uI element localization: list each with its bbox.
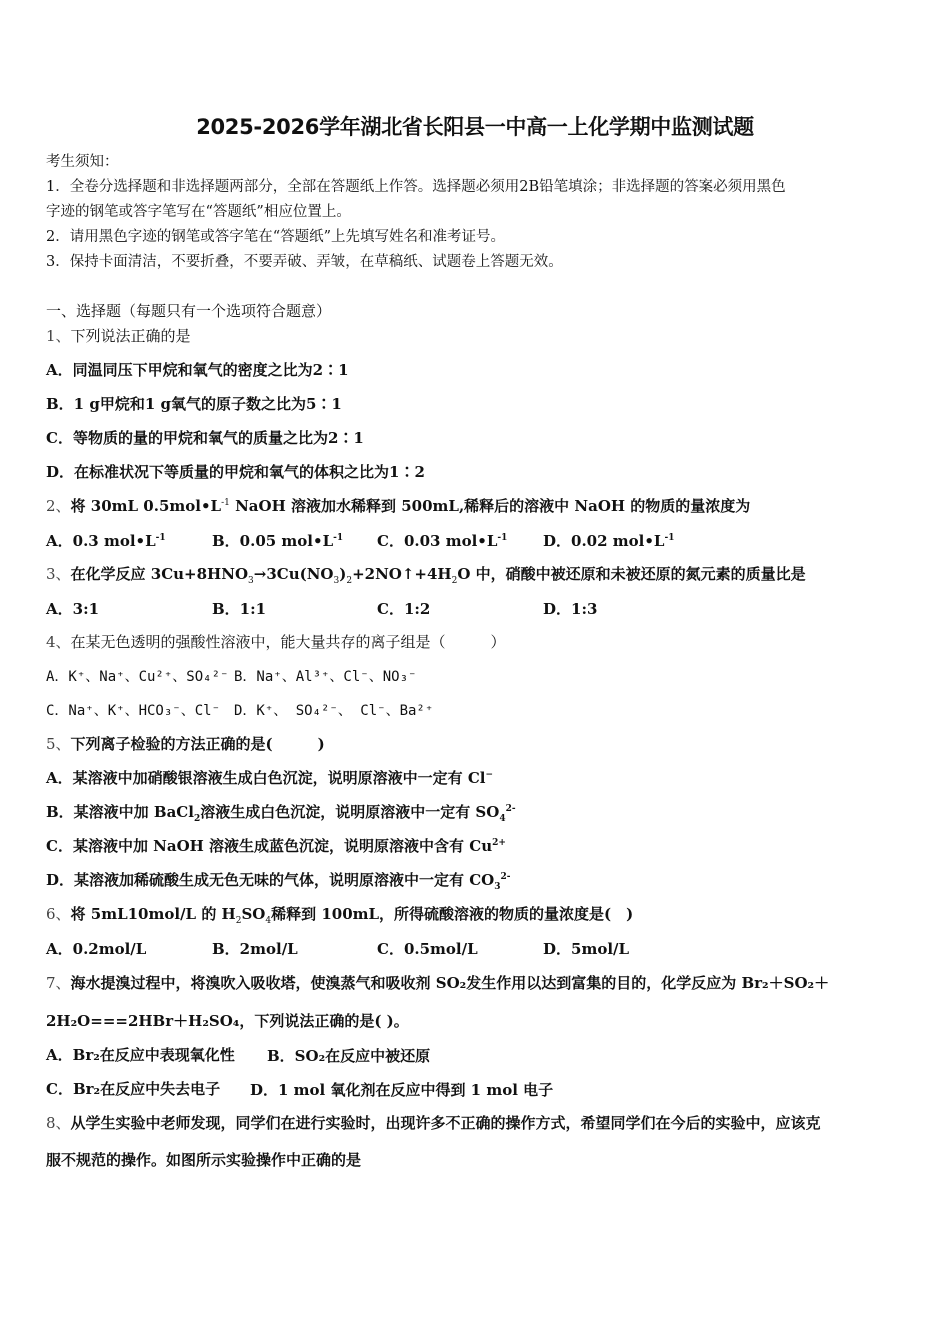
q3-option-c: C．1:2 xyxy=(377,600,431,618)
q4-option-a: A．K⁺、Na⁺、Cu²⁺、SO₄²⁻ xyxy=(46,669,229,685)
notice-item: 3．保持卡面清洁，不要折叠，不要弄破、弄皱，在草稿纸、试题卷上答题无效。 xyxy=(46,254,563,270)
q1-option-d: D．在标准状况下等质量的甲烷和氧气的体积之比为1∶2 xyxy=(46,463,425,481)
q6-option-c: C．0.5mol/L xyxy=(377,940,478,958)
q1-option-a: A．同温同压下甲烷和氧气的密度之比为2∶1 xyxy=(46,361,349,379)
q3-option-d: D．1:3 xyxy=(543,600,598,618)
q1-option-c: C．等物质的量的甲烷和氧气的质量之比为2∶1 xyxy=(46,429,364,447)
question-1-stem: 1、下列说法正确的是 xyxy=(46,327,191,345)
q1-option-b: B．1 g甲烷和1 g氧气的原子数之比为5∶1 xyxy=(46,395,342,413)
q5-option-c: C．某溶液中加 NaOH 溶液生成蓝色沉淀，说明原溶液中含有 $Cu^{2+}$ xyxy=(46,837,506,855)
q2-option-a: A．0.3 $mol•L^{-1}$ xyxy=(46,532,166,550)
q7-option-c: C．Br₂在反应中失去电子 xyxy=(46,1080,221,1098)
question-8-stem-line1: 8、从学生实验中老师发现，同学们在进行实验时，出现许多不正确的操作方式，希望同学们在今后的实验中，应该克 xyxy=(46,1114,821,1132)
notice-item: 1．全卷分选择题和非选择题两部分，全部在答题纸上作答。选择题必须用2B铅笔填涂；非选择题的答案必须用黑色 xyxy=(46,179,786,195)
question-7-stem-line2: 2H₂O===2HBr＋H₂SO₄，下列说法正确的是( )。 xyxy=(46,1012,409,1030)
question-7-stem-line1: 7、海水提溴过程中，将溴吹入吸收塔，使溴蒸气和吸收剂 SO₂发生作用以达到富集的目的，化学反应为 Br₂＋SO₂＋ xyxy=(46,974,830,992)
q2-option-d: D．0.02 $mol•L^{-1}$ xyxy=(543,532,675,550)
q5-option-d: D．某溶液加稀硫酸生成无色无味的气体，说明原溶液中一定有 $CO_3^{2-}$ xyxy=(46,871,511,892)
question-number: 1、 xyxy=(46,327,71,345)
q2-option-c: C．0.03 $mol•L^{-1}$ xyxy=(377,532,508,550)
q5-option-a: A．某溶液中加硝酸银溶液生成白色沉淀，说明原溶液中一定有 Cl− xyxy=(46,769,494,787)
q7-option-a: A．Br₂在反应中表现氧化性 xyxy=(46,1046,235,1064)
q6-option-d: D．5mol/L xyxy=(543,940,630,958)
question-3-stem: 3、在化学反应 $3Cu+8HNO_3\to 3Cu(NO_3)_2+2NO↑+4H_2O$ 中，硝酸中被还原和未被还原的氮元素的质量比是 xyxy=(46,565,806,586)
question-5-stem: 5、下列离子检验的方法正确的是( ) xyxy=(46,735,325,753)
q3-option-b: B．1:1 xyxy=(212,600,267,618)
q7-option-d: D．1 mol 氧化剂在反应中得到 1 mol 电子 xyxy=(250,1081,554,1099)
question-8-stem-line2: 服不规范的操作。如图所示实验操作中正确的是 xyxy=(46,1151,362,1169)
question-6-stem: 6、将 5mL10mol/L 的 $H_2SO_4$稀释到 100mL，所得硫酸溶液的物质的量浓度是( ) xyxy=(46,905,634,926)
notice-item: 字迹的钢笔或答字笔写在“答题纸”相应位置上。 xyxy=(46,204,351,220)
q4-option-b: B．Na⁺、Al³⁺、Cl⁻、NO₃⁻ xyxy=(234,669,417,685)
q5-option-b: B．某溶液中加 BaCl$_2$溶液生成白色沉淀，说明原溶液中一定有 $SO_4^{2-}$ xyxy=(46,803,516,824)
notice-heading: 考生须知： xyxy=(46,154,119,170)
question-4-stem: 4、在某无色透明的强酸性溶液中，能大量共存的离子组是（ ） xyxy=(46,633,506,651)
q7-option-b: B．SO₂在反应中被还原 xyxy=(267,1047,431,1065)
q4-option-c: C．Na⁺、K⁺、HCO₃⁻、Cl⁻ xyxy=(46,703,221,719)
section-heading: 一、选择题（每题只有一个选项符合题意） xyxy=(46,302,332,320)
question-2-stem: 2、将 30mL $0.5mol•L^{-1}$ NaOH 溶液加水稀释到 500mL,稀释后的溶液中 NaOH 的物质的量浓度为 xyxy=(46,497,751,515)
q3-option-a: A．3:1 xyxy=(46,600,100,618)
q4-option-d: D．K⁺、 SO₄²⁻、 Cl⁻、Ba²⁺ xyxy=(234,703,434,719)
notice-item: 2．请用黑色字迹的钢笔或答字笔在“答题纸”上先填写姓名和准考证号。 xyxy=(46,229,506,245)
q6-option-a: A．0.2mol/L xyxy=(46,940,147,958)
q6-option-b: B．2mol/L xyxy=(212,940,298,958)
q2-option-b: B．0.05 $mol•L^{-1}$ xyxy=(212,532,344,550)
page-title: 2025-2026学年湖北省长阳县一中高一上化学期中监测试题 xyxy=(196,115,754,139)
